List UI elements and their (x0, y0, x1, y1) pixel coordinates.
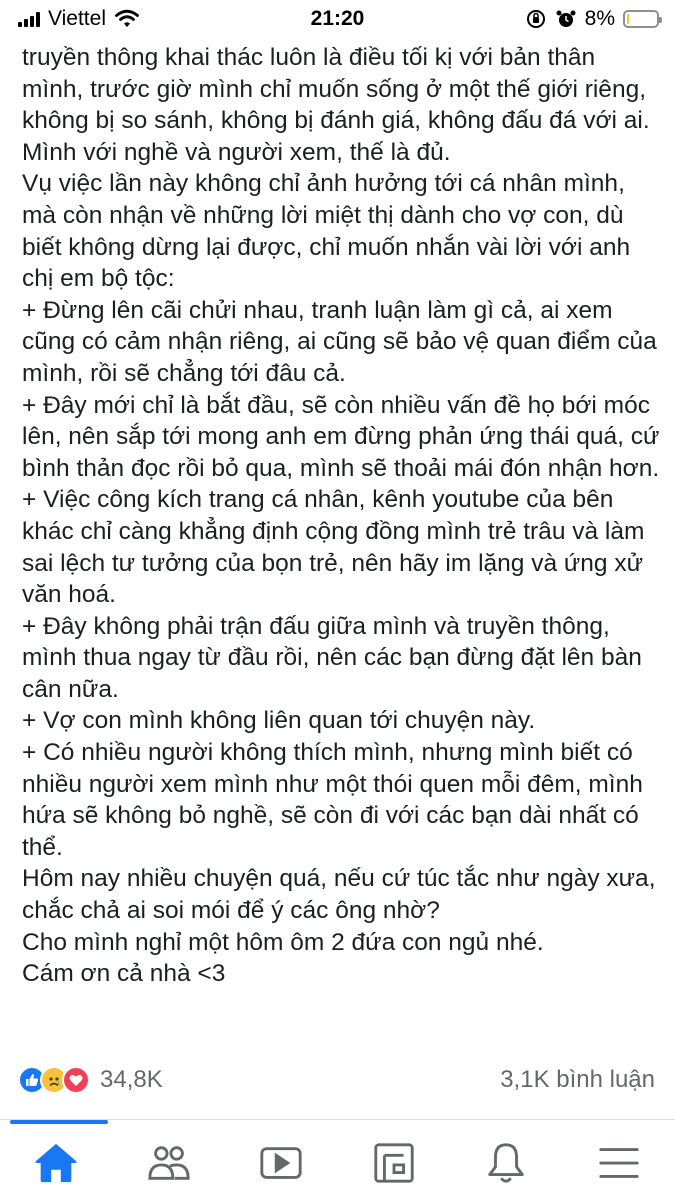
post-paragraph: Cho mình nghỉ một hôm ôm 2 đứa con ngủ nhé. (22, 928, 544, 956)
pages-icon (371, 1140, 417, 1186)
nav-notifications[interactable] (461, 1133, 551, 1193)
post-paragraph: + Việc công kích trang cá nhân, kênh youtube của bên khác chỉ càng khẳng định cộng đồng mình trẻ trâu và làm sai lệch tư tưởng của bọn trẻ, nên hãy im lặng và ứng xử văn hoá. (22, 486, 645, 609)
clock: 21:20 (310, 7, 365, 30)
post-paragraph: + Đừng lên cãi chửi nhau, tranh luận làm gì cả, ai xem cũng có cảm nhận riêng, ai cũng sẽ bảo vệ quan điểm của mình, rồi sẽ chẳng tới đâu cả. (22, 296, 657, 387)
nav-friends[interactable] (124, 1133, 214, 1193)
alarm-icon (555, 8, 577, 30)
love-icon (62, 1066, 90, 1094)
battery-icon (623, 10, 659, 28)
comment-count-link[interactable]: 3,1K bình luận (500, 1066, 655, 1093)
post-text (22, 42, 662, 990)
wifi-icon (114, 9, 140, 29)
menu-icon (596, 1140, 642, 1186)
battery-level (627, 14, 629, 24)
post-paragraph: + Vợ con mình không liên quan tới chuyện này. (22, 707, 536, 735)
nav-watch[interactable] (236, 1133, 326, 1193)
post-paragraph: + Đây không phải trận đấu giữa mình và truyền thông, mình thua ngay từ đầu rồi, nên các bạn đừng đặt lên bàn cân nữa. (22, 612, 642, 703)
nav-pages[interactable] (349, 1133, 439, 1193)
post-paragraph: Cám ơn cả nhà <3 (22, 960, 226, 988)
friends-icon (146, 1140, 192, 1186)
battery-percent: 8% (584, 7, 615, 30)
reaction-icons (18, 1066, 90, 1094)
orientation-lock-icon (525, 8, 547, 30)
status-right (525, 7, 659, 31)
reaction-summary[interactable] (18, 1066, 163, 1094)
post-paragraph: Hôm nay nhiều chuyện quá, nếu cứ túc tắc như ngày xưa, chắc chả ai soi mói để ý các ông nhờ? (22, 865, 656, 925)
status-bar (0, 0, 675, 38)
post-paragraph: Vụ việc lần này không chỉ ảnh hưởng tới cá nhân mình, mà còn nhận về những lời miệt thị dành cho vợ con, dù biết không dừng lại được, chỉ muốn nhắn vài lời với anh chị em bộ tộc: (22, 170, 631, 293)
post-paragraph: + Có nhiều người không thích mình, nhưng mình biết có nhiều người xem mình như một thói quen mỗi đêm, mình hứa sẽ không bỏ nghề, sẽ còn đi với các bạn dài nhất có thể. (22, 739, 643, 861)
nav-home[interactable] (11, 1133, 101, 1193)
reaction-count: 34,8K (100, 1066, 163, 1093)
active-tab-indicator (10, 1120, 108, 1124)
bottom-nav (0, 1126, 675, 1200)
carrier-name: Viettel (48, 7, 106, 30)
reactions-row (18, 1062, 655, 1098)
post-paragraph: + Đây mới chỉ là bắt đầu, sẽ còn nhiều vấn đề họ bới móc lên, nên sắp tới mong anh em đừng phản ứng thái quá, cứ bình thản đọc rồi bỏ qua, mình sẽ thoải mái đón nhận hơn. (22, 391, 660, 482)
home-icon (33, 1140, 79, 1186)
watch-icon (258, 1140, 304, 1186)
notifications-icon (483, 1140, 529, 1186)
status-left (18, 7, 140, 31)
post-paragraph: truyền thông khai thác luôn là điều tối kị với bản thân mình, trước giờ mình chỉ muốn sống ở một thế giới riêng, không bị so sánh, không bị đánh giá, không đấu đá với ai. Mình với nghề và người xem, thế là đủ. (22, 44, 650, 166)
nav-menu[interactable] (574, 1133, 664, 1193)
signal-strength-icon (18, 11, 40, 27)
